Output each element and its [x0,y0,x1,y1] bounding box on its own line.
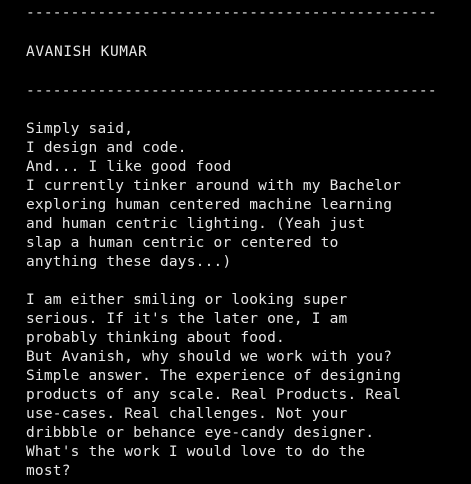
bio-line: What's the work I would love to do the [26,444,366,460]
bio-line: I am either smiling or looking super [26,292,348,308]
middle-divider: ---------------------------------------------- [26,83,437,99]
bio-text [26,120,466,481]
bio-line: But Avanish, why should we work with you? [26,349,393,365]
paragraph-gap [26,272,466,291]
bio-line: products of any scale. Real Products. Real [26,387,402,403]
bio-line: exploring human centered machine learning [26,197,393,213]
bio-line: And... I like good food [26,159,232,175]
bio-line: dribbble or behance eye-candy designer. [26,425,375,441]
bio-line: I currently tinker around with my Bachelor [26,178,402,194]
bio-line: anything these days...) [26,254,232,270]
bio-line: I design and code. [26,140,187,156]
bio-line: and human centric lighting. (Yeah just [26,216,366,232]
bio-line: probably thinking about food. [26,330,285,346]
bio-line: Simply said, [26,121,134,137]
author-name: AVANISH KUMAR [26,44,148,60]
bio-line: Simple answer. The experience of designing [26,368,402,384]
bio-line: use-cases. Real challenges. Not your [26,406,348,422]
bio-line: slap a human centric or centered to [26,235,339,251]
bio-line: most? [26,463,71,479]
bio-line: serious. If it's the later one, I am [26,311,348,327]
top-divider: ---------------------------------------------- [26,5,437,21]
